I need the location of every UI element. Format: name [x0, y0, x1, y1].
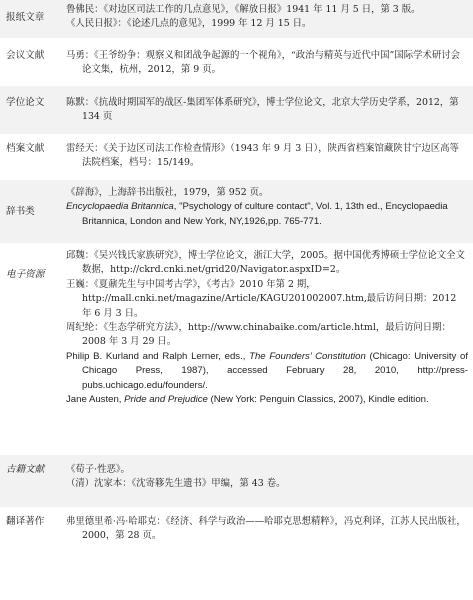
entry-text: Jane Austen, [66, 394, 125, 406]
table-row [0, 455, 473, 507]
entry-list [66, 515, 468, 544]
entry-list [66, 186, 468, 229]
entry-text: Philip B. Kurland and Ralph Lerner, eds., [66, 350, 250, 362]
entry-list [66, 49, 468, 78]
citation-entry: 《辞海》，上海辞书出版社，1979，第 952 页。 [66, 187, 269, 198]
entry-text: , "Psychology of culture contact", Vol. 1, 13th ed., Encyclopaedia Britannica, London and New York, NY,1926,pp. 765-771. [82, 201, 448, 227]
citation-entry: 陈默：《抗战时期国军的战区-集团军体系研究》，博士学位论文，北京大学历史学系，2012，第 134 页 [66, 97, 459, 123]
citation-entry [66, 393, 468, 407]
citation-entry: 马勇：《王爷纷争：观察义和团战争起源的一个视角》，“政治与精英与近代中国”国际学术研讨会论文集，杭州，2012，第 9 页。 [66, 50, 460, 76]
category-label: 档案文献 [6, 143, 45, 154]
entry-text: (New York: Penguin Classics, 2007), Kindle edition. [207, 394, 429, 406]
entry-list [66, 96, 468, 125]
entry-list [66, 3, 468, 32]
citation-entry: 弗里德里希·冯·哈耶克：《经济、科学与政治——哈耶克思想精粹》，冯克利译，江苏人民出版社，2000，第 28 页。 [66, 516, 466, 542]
title-italic: Encyclopaedia Britannica [66, 201, 174, 213]
table-row [0, 86, 473, 134]
citation-entry: 周纪纶：《生态学研究方法》，http://www.chinabaike.com/article.html，最后访问日期：2008 年 3 月 29 日。 [66, 322, 451, 348]
entry-list [66, 249, 468, 407]
entry-list [66, 463, 468, 492]
category-label: 翻译著作 [6, 516, 45, 527]
citation-entry [66, 350, 468, 393]
citation-entry: 邱魏：《吴兴钱氏家族研究》，博士学位论文，浙江大学，2005。据中国优秀博硕士学位论文全文数据，http://ckrd.cnki.net/grid20/Navigator.aspxID=2。 [66, 250, 465, 276]
citation-entry: 雷经天：《关于边区司法工作检查情形》（1943 年 9 月 3 日），陕西省档案馆藏陕甘宁边区高等法院档案，档号：15/149。 [66, 143, 459, 169]
table-row [0, 38, 473, 86]
table-row [0, 134, 473, 180]
category-label: 会议文献 [6, 50, 45, 61]
category-label: 报纸文章 [6, 12, 45, 23]
category-label: 古籍文献 [6, 464, 45, 475]
title-italic: The Founders’ Constitution [249, 350, 366, 362]
entry-text: (Chicago: University of Chicago Press, 1987), accessed February 28, 2010, http://press-pubs.uchicago.edu/founders/. [82, 350, 469, 391]
category-label: 电子资源 [6, 269, 45, 280]
citation-entry: 王巍：《夏鼐先生与中国考古学》，《考古》2010 年第 2 期，http://mall.cnki.net/magazine/Article/KAGU201002007.htm,最后访问日期：2012 年 6 月 3 日。 [66, 278, 457, 319]
citation-entry [66, 200, 468, 229]
table-row [0, 0, 473, 38]
category-label: 辞书类 [6, 206, 35, 217]
table-row [0, 507, 473, 600]
table-row [0, 180, 473, 243]
category-label: 学位论文 [6, 97, 45, 108]
citation-entry: 鲁佛民：《对边区司法工作的几点意见》，《解放日报》1941 年 11 月 5 日，第 3 版。 [66, 4, 421, 15]
title-italic: Pride and Prejudice [124, 394, 208, 406]
citation-entry: 《荀子·性恶》。 [66, 464, 130, 475]
table-row [0, 243, 473, 455]
entry-list [66, 142, 468, 171]
citation-entry: 《人民日报》：《论述几点的意见》，1999 年 12 月 15 日。 [66, 18, 312, 30]
citation-entry: （清）沈家本：《沈寄簃先生遗书》甲编，第 43 卷。 [66, 478, 286, 490]
